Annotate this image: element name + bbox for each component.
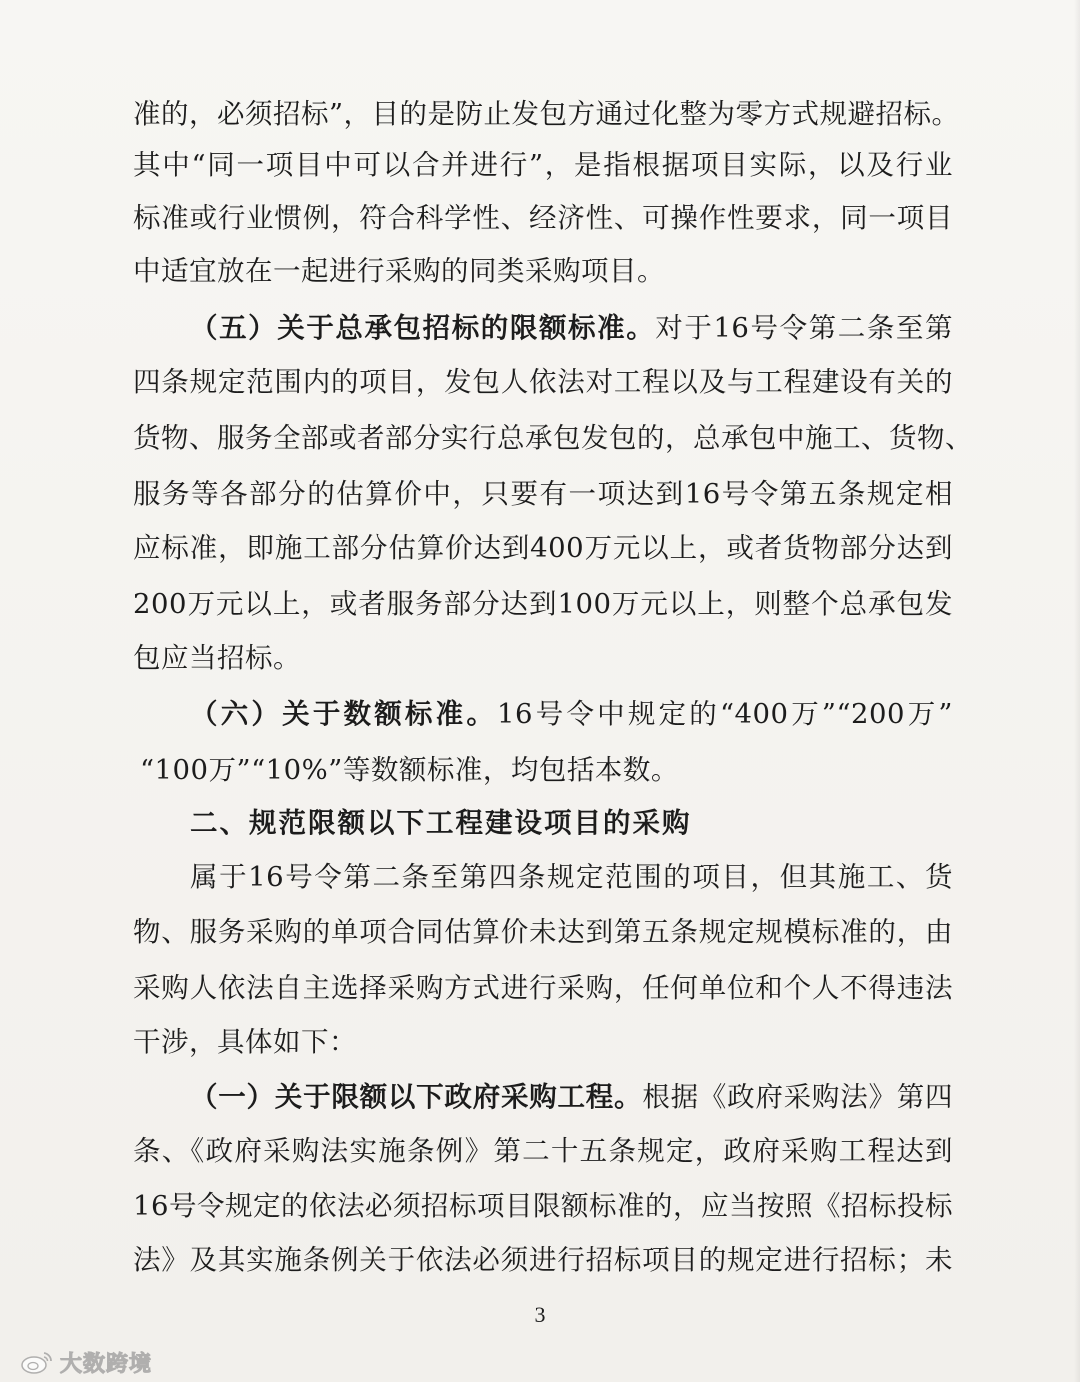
body-line: 16号令规定的依法必须招标项目限额标准的，应当按照《招标投标: [133, 1190, 953, 1222]
section-5-line: （五）关于总承包招标的限额标准。对于16号令第二条至第: [190, 312, 953, 344]
body-line: 200万元以上，或者服务部分达到100万元以上，则整个总承包发: [133, 588, 953, 620]
body-line: 包应当招标。: [133, 642, 301, 674]
section-2-heading: 二、规范限额以下工程建设项目的采购: [190, 807, 692, 839]
body-line: 标准或行业惯例，符合科学性、经济性、可操作性要求，同一项目: [133, 202, 953, 234]
body-line: 采购人依法自主选择采购方式进行采购，任何单位和个人不得违法: [133, 972, 953, 1004]
watermark-text: 大数跨境: [60, 1351, 153, 1377]
weibo-logo-icon: [20, 1349, 54, 1375]
body-line: 法》及其实施条例关于依法必须进行招标项目的规定进行招标；未: [133, 1244, 953, 1276]
body-line: 条、《政府采购法实施条例》第二十五条规定，政府采购工程达到: [133, 1135, 953, 1167]
body-line: 属于16号令第二条至第四条规定范围的项目，但其施工、货: [190, 861, 953, 893]
body-line: 服务等各部分的估算价中，只要有一项达到16号令第五条规定相: [133, 478, 953, 510]
section-5-heading: （五）关于总承包招标的限额标准。: [190, 312, 656, 344]
body-line: “100万”“10%”等数额标准，均包括本数。: [140, 754, 679, 786]
body-line: 物、服务采购的单项合同估算价未达到第五条规定规模标准的，由: [133, 916, 953, 948]
section-1-heading: （一）关于限额以下政府采购工程。: [190, 1081, 643, 1113]
body-line: 货物、服务全部或者部分实行总承包发包的，总承包中施工、货物、: [133, 422, 973, 454]
body-line: 四条规定范围内的项目，发包人依法对工程以及与工程建设有关的: [133, 366, 953, 398]
scan-edge-shadow: [1074, 0, 1080, 1382]
body-line: 干涉，具体如下：: [133, 1026, 357, 1058]
body-line: 应标准，即施工部分估算价达到400万元以上，或者货物部分达到: [133, 532, 953, 564]
body-line: 准的，必须招标”，目的是防止发包方通过化整为零方式规避招标。: [133, 98, 960, 130]
section-1-line: （一）关于限额以下政府采购工程。根据《政府采购法》第四: [190, 1081, 954, 1113]
body-line: 其中“同一项目中可以合并进行”，是指根据项目实际，以及行业: [133, 149, 953, 181]
watermark: [20, 1348, 152, 1376]
section-6-heading: （六）关于数额标准。: [190, 698, 498, 730]
page-number: 3: [534, 1302, 546, 1327]
body-line: 中适宜放在一起进行采购的同类采购项目。: [133, 255, 665, 287]
section-6-line: （六）关于数额标准。16号令中规定的“400万”“200万”: [190, 698, 953, 730]
